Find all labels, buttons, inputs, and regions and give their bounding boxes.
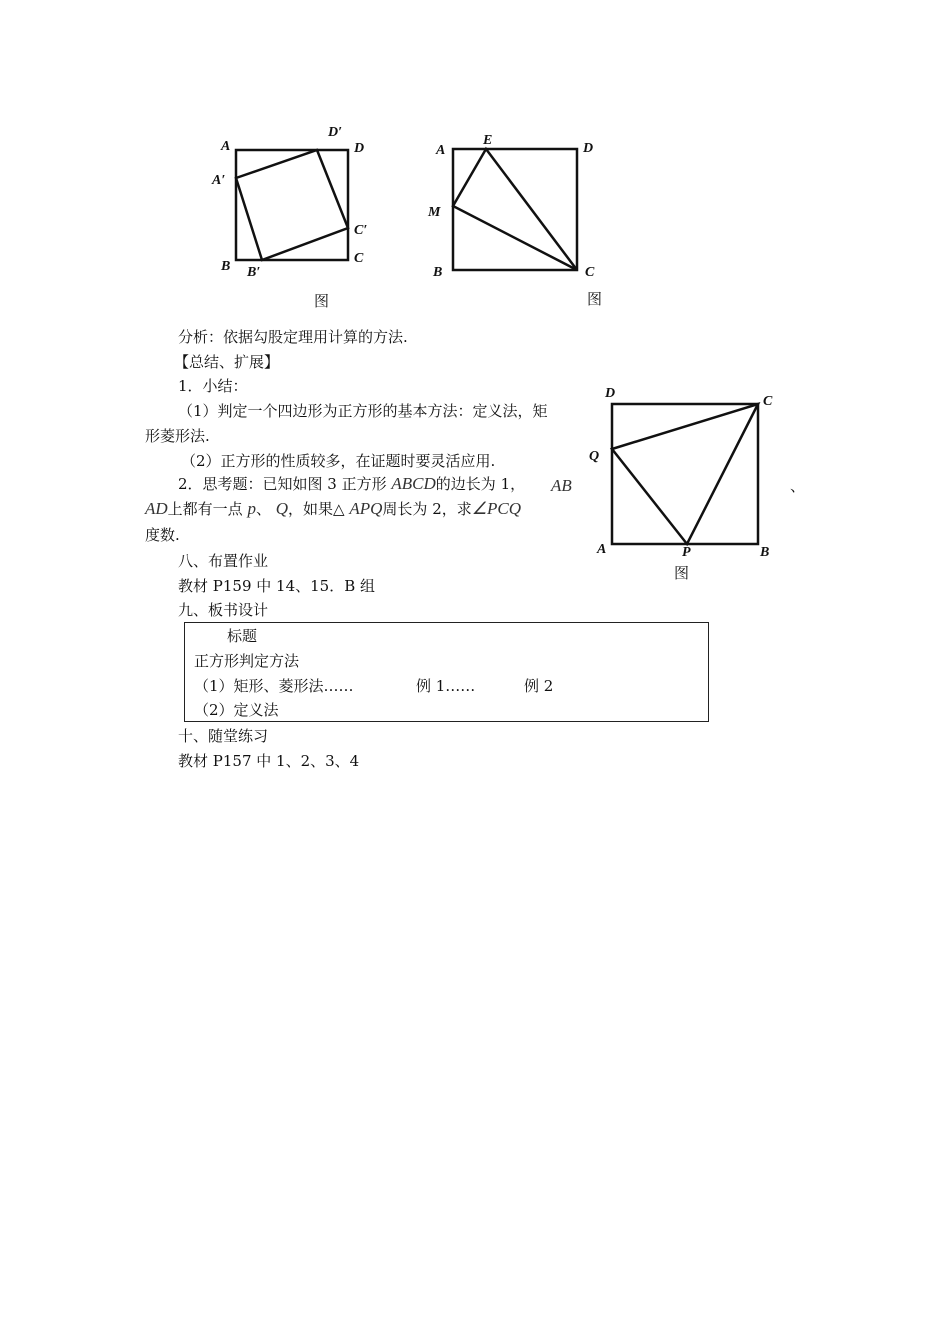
item-1-1-line-a: （1）判定一个四边形为正方形的基本方法：定义法，矩 (178, 402, 548, 420)
fig1-label-b-prime: B′ (247, 265, 261, 280)
homework-text: 教材 P159 中 14、15．B 组 (178, 577, 375, 595)
board-item-2: （2）定义法 (194, 701, 279, 719)
fig2-caption (587, 288, 602, 309)
practice-text: 教材 P157 中 1、2、3、4 (178, 752, 360, 770)
fig1-label-d: D (354, 141, 365, 156)
fig2-label-c: C (585, 265, 595, 280)
fig1-inner-square (236, 150, 348, 260)
section-10-heading: 十、随堂练习 (178, 727, 269, 745)
fig3-label-b: B (760, 545, 770, 560)
board-method: 正方形判定方法 (194, 652, 300, 670)
fig2-label-b: B (433, 265, 443, 280)
item-1: 1．小结： (178, 377, 248, 395)
analysis-text: 分析：依据勾股定理用计算的方法. (178, 328, 408, 346)
fig1-label-a-prime: A′ (212, 173, 226, 188)
item-1-2: （2）正方形的性质较多，在证题时要灵活应用. (181, 452, 496, 470)
fig2-label-d: D (583, 141, 594, 156)
item-2-text-c: 上都有一点 (167, 500, 243, 518)
fig1-label-c-prime: C′ (354, 223, 368, 238)
summary-heading: 【总结、扩展】 (174, 353, 280, 371)
item-2-p: p (247, 499, 256, 518)
fig2-label-m: M (428, 205, 441, 220)
item-2-ab: AB (551, 476, 572, 495)
figure-3 (585, 382, 785, 562)
item-2-angle: ∠PCQ (471, 499, 521, 518)
board-item-1: （1）矩形、菱形法…… (194, 677, 354, 695)
fig2-caption-text: 图 (587, 290, 603, 308)
fig3-label-a: A (597, 542, 607, 557)
fig3-caption (674, 562, 689, 583)
item-2-ad: AD (145, 499, 168, 518)
fig1-label-a: A (221, 139, 231, 154)
fig2-square (453, 149, 577, 270)
fig1-label-b: B (221, 259, 231, 274)
item-2-apq: APQ (349, 499, 383, 518)
item-2-line-c: 度数. (145, 526, 180, 544)
section-9-heading: 九、板书设计 (178, 601, 269, 619)
fig3-label-c: C (763, 394, 773, 409)
board-design-box (184, 622, 709, 722)
fig1-outer-square (236, 150, 348, 260)
board-example-2: 例 2 (524, 677, 554, 695)
item-2-q: Q (275, 499, 289, 518)
fig3-label-p: P (682, 545, 691, 560)
fig3-caption-text: 图 (674, 564, 690, 582)
item-2-line-a (178, 474, 525, 494)
fig3-label-q: Q (589, 449, 600, 464)
item-2-text-d: 、 (255, 500, 271, 518)
item-2-line-b (145, 499, 521, 519)
fig1-caption-text: 图 (314, 292, 330, 310)
figure-2 (425, 126, 605, 286)
item-1-1-line-b: 形菱形法. (145, 427, 210, 445)
section-8-heading: 八、布置作业 (178, 552, 269, 570)
item-2-separator: 、 (790, 477, 806, 495)
fig2-label-a: A (436, 143, 446, 158)
fig3-label-d: D (605, 386, 616, 401)
fig3-triangle (612, 404, 758, 544)
item-2-text-b: 的边长为 1， (435, 475, 526, 493)
item-2-text-a: 2．思考题：已知如图 3 正方形 (178, 475, 387, 493)
item-2-text-f: 周长为 2，求 (382, 500, 472, 518)
board-example-1: 例 1…… (416, 677, 476, 695)
fig2-triangle (453, 149, 577, 270)
fig1-label-d-prime: D′ (328, 125, 343, 140)
fig2-label-e: E (483, 133, 493, 148)
figure-1 (210, 118, 380, 283)
fig1-caption (314, 290, 329, 311)
item-2-text-e: ，如果△ (288, 500, 345, 518)
fig1-label-c: C (354, 251, 364, 266)
board-title: 标题 (227, 627, 258, 645)
fig3-square (612, 404, 758, 544)
item-2-abcd: ABCD (391, 474, 436, 493)
